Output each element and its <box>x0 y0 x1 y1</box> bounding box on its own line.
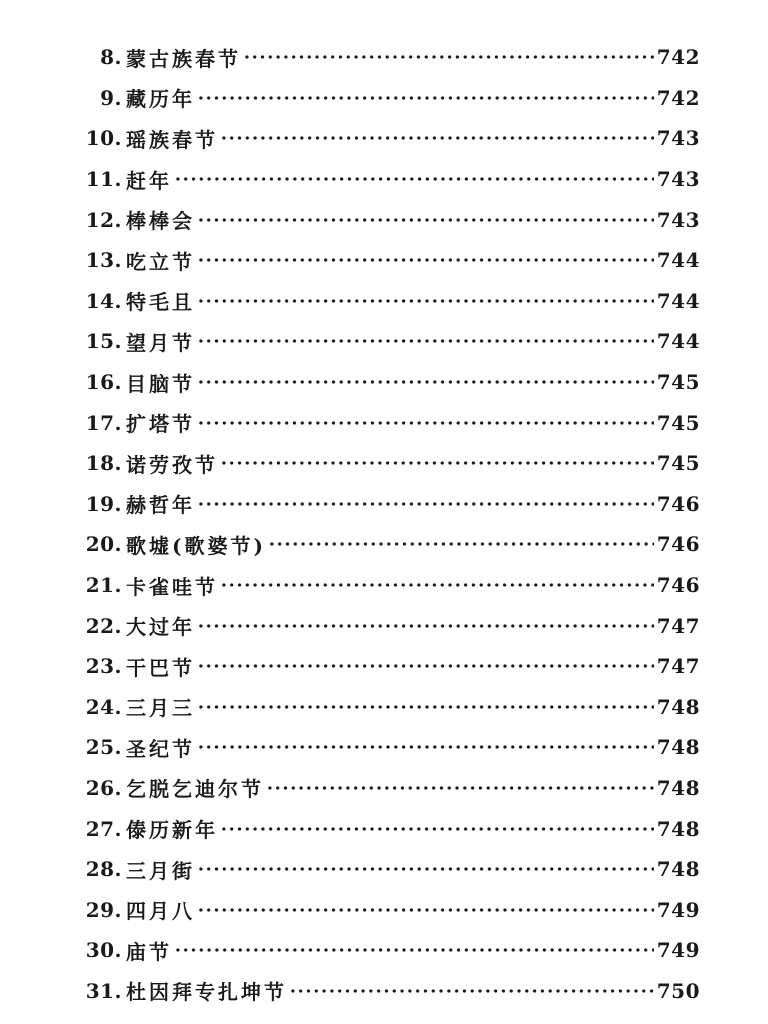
entry-number: 19. <box>85 491 122 516</box>
dot-leader <box>197 704 654 710</box>
entry-page-number: 748 <box>656 694 700 719</box>
entry-number: 23. <box>85 654 122 679</box>
entry-page-number: 746 <box>656 532 700 557</box>
dot-leader <box>197 744 654 750</box>
toc-entry <box>0 768 768 809</box>
entry-number: 10. <box>85 126 122 151</box>
dot-leader <box>197 95 654 101</box>
toc-entry <box>0 281 768 322</box>
dot-leader <box>197 907 654 913</box>
entry-title: 大过年 <box>126 615 195 640</box>
entry-title: 吃立节 <box>126 249 195 274</box>
toc-entry <box>0 321 768 362</box>
toc-entry <box>0 849 768 890</box>
entry-title: 诺劳孜节 <box>126 452 218 477</box>
toc-entry <box>0 889 768 930</box>
entry-page-number: 749 <box>656 938 700 963</box>
dot-leader <box>289 988 654 994</box>
entry-title-line <box>126 408 658 437</box>
entry-page-number: 747 <box>656 654 700 679</box>
entry-title: 瑶族春节 <box>126 127 218 152</box>
toc-entry <box>0 605 768 646</box>
toc-entry <box>0 808 768 849</box>
entry-page-number: 749 <box>656 897 700 922</box>
entry-title-line <box>126 773 658 802</box>
entry-number: 21. <box>85 573 122 598</box>
toc-entry <box>0 240 768 281</box>
toc-entry <box>0 159 768 200</box>
entry-title-line <box>126 652 658 681</box>
entry-title: 望月节 <box>126 330 195 355</box>
entry-page-number: 750 <box>656 978 700 1003</box>
entry-title-line <box>126 286 658 315</box>
entry-title-line <box>126 571 658 600</box>
entry-title: 特毛且 <box>126 290 195 315</box>
dot-leader <box>197 257 654 263</box>
entry-number: 28. <box>85 857 122 882</box>
entry-number: 29. <box>85 897 122 922</box>
entry-title: 杜因拜专扎坤节 <box>126 980 287 1005</box>
dot-leader <box>197 338 654 344</box>
entry-number: 24. <box>85 694 122 719</box>
entry-page-number: 745 <box>656 451 700 476</box>
entry-title: 歌墟(歌婆节) <box>126 533 266 558</box>
entry-number: 20. <box>85 532 122 557</box>
entry-number: 22. <box>85 613 122 638</box>
entry-page-number: 746 <box>656 491 700 516</box>
toc-entry <box>0 199 768 240</box>
entry-title: 卡雀哇节 <box>126 574 218 599</box>
entry-page-number: 742 <box>656 85 700 110</box>
dot-leader <box>174 947 654 953</box>
dot-leader <box>197 623 654 629</box>
entry-number: 14. <box>85 288 122 313</box>
entry-title: 棒棒会 <box>126 209 195 234</box>
entry-title-line <box>126 489 658 518</box>
entry-page-number: 743 <box>656 126 700 151</box>
entry-page-number: 746 <box>656 573 700 598</box>
dot-leader <box>197 663 654 669</box>
entry-title-line <box>126 368 658 397</box>
entry-page-number: 748 <box>656 816 700 841</box>
dot-leader <box>197 379 654 385</box>
toc-entry <box>0 402 768 443</box>
entry-title-line <box>126 83 658 112</box>
dot-leader <box>220 826 654 832</box>
entry-title-line <box>126 165 658 194</box>
entry-page-number: 743 <box>656 167 700 192</box>
entry-page-number: 744 <box>656 248 700 273</box>
toc-entry <box>0 362 768 403</box>
entry-title: 扩塔节 <box>126 412 195 437</box>
toc-entry <box>0 78 768 119</box>
entry-title: 庙节 <box>126 939 172 964</box>
dot-leader <box>197 501 654 507</box>
entry-number: 8. <box>100 45 122 70</box>
entry-title-line <box>126 733 658 762</box>
entry-title: 藏历年 <box>126 87 195 112</box>
entry-page-number: 745 <box>656 370 700 395</box>
toc-entry <box>0 524 768 565</box>
toc-entry <box>0 646 768 687</box>
entry-title-line <box>126 124 658 153</box>
entry-title-line <box>126 246 658 275</box>
dot-leader <box>220 460 654 466</box>
entry-page-number: 744 <box>656 288 700 313</box>
entry-number: 17. <box>85 410 122 435</box>
entry-number: 11. <box>85 167 122 192</box>
toc-entry <box>0 565 768 606</box>
toc-entry <box>0 118 768 159</box>
entry-title-line <box>126 43 658 72</box>
dot-leader <box>197 217 654 223</box>
entry-title: 赶年 <box>126 168 172 193</box>
toc-entry <box>0 930 768 971</box>
entry-page-number: 745 <box>656 410 700 435</box>
dot-leader <box>268 541 654 547</box>
entry-title-line <box>126 895 658 924</box>
toc-entry <box>0 727 768 768</box>
entry-title: 三月街 <box>126 858 195 883</box>
entry-number: 13. <box>85 248 122 273</box>
entry-title-line <box>126 855 658 884</box>
entry-number: 12. <box>85 207 122 232</box>
dot-leader <box>220 135 654 141</box>
entry-title: 赫哲年 <box>126 493 195 518</box>
dot-leader <box>220 582 654 588</box>
entry-number: 18. <box>85 451 122 476</box>
entry-title-line <box>126 449 658 478</box>
entry-title-line <box>126 530 658 559</box>
entry-title: 蒙古族春节 <box>126 46 241 71</box>
entry-title-line <box>126 814 658 843</box>
entry-title-line <box>126 327 658 356</box>
toc-entry <box>0 37 768 78</box>
entry-title-line <box>126 611 658 640</box>
entry-page-number: 748 <box>656 735 700 760</box>
dot-leader <box>197 298 654 304</box>
entry-number: 27. <box>85 816 122 841</box>
toc-entry <box>0 971 768 1012</box>
entry-title: 圣纪节 <box>126 736 195 761</box>
toc-entry <box>0 484 768 525</box>
entry-page-number: 742 <box>656 45 700 70</box>
toc-entry <box>0 687 768 728</box>
entry-title: 三月三 <box>126 696 195 721</box>
entry-title: 傣历新年 <box>126 818 218 843</box>
toc-entry <box>0 443 768 484</box>
dot-leader <box>266 785 654 791</box>
dot-leader <box>174 176 654 182</box>
entry-page-number: 744 <box>656 329 700 354</box>
dot-leader <box>197 866 654 872</box>
table-of-contents <box>0 37 768 1011</box>
entry-number: 16. <box>85 370 122 395</box>
entry-number: 25. <box>85 735 122 760</box>
entry-number: 26. <box>85 775 122 800</box>
entry-page-number: 748 <box>656 857 700 882</box>
entry-page-number: 743 <box>656 207 700 232</box>
entry-title: 四月八 <box>126 899 195 924</box>
dot-leader <box>197 420 654 426</box>
entry-number: 31. <box>85 978 122 1003</box>
entry-page-number: 748 <box>656 775 700 800</box>
entry-title: 目脑节 <box>126 371 195 396</box>
entry-title-line <box>126 692 658 721</box>
entry-page-number: 747 <box>656 613 700 638</box>
entry-title: 乞脱乞迪尔节 <box>126 777 264 802</box>
entry-title-line <box>126 976 658 1005</box>
entry-number: 9. <box>100 85 122 110</box>
entry-number: 15. <box>85 329 122 354</box>
entry-title-line <box>126 205 658 234</box>
entry-title: 干巴节 <box>126 655 195 680</box>
dot-leader <box>243 54 654 60</box>
entry-number: 30. <box>85 938 122 963</box>
entry-title-line <box>126 936 658 965</box>
